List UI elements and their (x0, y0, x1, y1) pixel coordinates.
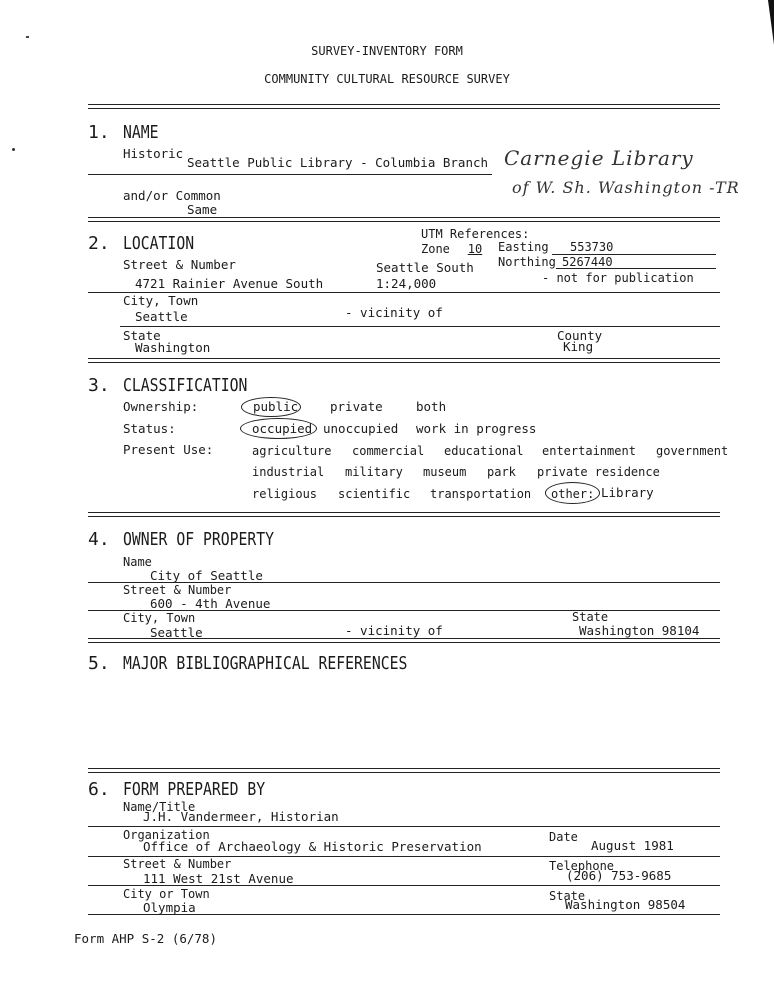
preparer-street-label: Street & Number (123, 857, 232, 871)
section-number: 4. (88, 529, 110, 550)
organization-label: Organization (123, 828, 210, 842)
use-option: industrial (252, 465, 325, 479)
use-option: religious (252, 487, 318, 501)
rule (556, 268, 716, 269)
form-subtitle: COMMUNITY CULTURAL RESOURCE SURVEY (264, 72, 510, 86)
use-option: other: (551, 487, 595, 501)
ownership-option: both (416, 399, 447, 414)
preparer-name-label: Name/Title (123, 800, 196, 814)
telephone-label: Telephone (549, 859, 615, 873)
vicinity-text: - vicinity of (345, 623, 443, 638)
zone-value: 10 (467, 242, 483, 256)
use-option: park (487, 465, 516, 479)
vicinity-text: - vicinity of (345, 305, 443, 320)
northing-label: Northing (498, 255, 556, 269)
section-heading-owner: OWNER OF PROPERTY (123, 529, 275, 550)
quad-scale: 1:24,000 (376, 276, 437, 291)
owner-state-value: Washington 98104 (579, 623, 700, 638)
rule (88, 914, 720, 915)
section-number: 3. (88, 375, 110, 396)
county-label: County (557, 328, 603, 343)
owner-street-value: 600 - 4th Avenue (150, 596, 271, 611)
ownership-option: public (253, 399, 299, 414)
section-number: 6. (88, 779, 110, 800)
historic-value: Seattle Public Library - Columbia Branch (187, 155, 489, 170)
ownership-option: private (330, 399, 383, 414)
section-heading-prepared: FORM PREPARED BY (123, 779, 266, 800)
city-value: Seattle (135, 309, 188, 324)
state-value: Washington (135, 340, 211, 355)
use-option: museum (423, 465, 467, 479)
form-id: Form AHP S-2 (6/78) (74, 931, 217, 946)
city-label: City, Town (123, 293, 199, 308)
use-option: military (345, 465, 403, 479)
northing-value: 5267440 (562, 255, 613, 269)
other-use-value: Library (601, 485, 654, 500)
common-value: Same (187, 202, 218, 217)
section-heading-classification: CLASSIFICATION (123, 375, 248, 396)
use-option: private residence (537, 465, 660, 479)
easting-label: Easting (498, 240, 549, 254)
divider (88, 638, 720, 643)
status-option: occupied (252, 421, 313, 436)
scan-speck (26, 36, 29, 38)
status-option: unoccupied (323, 421, 399, 436)
section-number: 5. (88, 653, 110, 674)
divider (88, 512, 720, 517)
preparer-city-value: Olympia (143, 900, 196, 915)
quad-name: Seattle South (376, 260, 474, 275)
use-option: entertainment (542, 444, 636, 458)
handwritten-annotation: of W. Sh. Washington -TR (512, 178, 740, 197)
rule (120, 326, 720, 327)
not-for-publication: - not for publication (542, 271, 694, 285)
telephone-value: (206) 753-9685 (566, 868, 672, 883)
rule (88, 826, 720, 827)
common-label: and/or Common (123, 188, 221, 203)
preparer-state-value: Washington 98504 (565, 897, 686, 912)
form-title: SURVEY-INVENTORY FORM (311, 44, 463, 58)
county-value: King (563, 339, 594, 354)
preparer-street-value: 111 West 21st Avenue (143, 871, 294, 886)
street-value: 4721 Rainier Avenue South (135, 276, 324, 291)
section-heading-location: LOCATION (123, 233, 195, 254)
use-option: scientific (338, 487, 411, 501)
use-option: educational (444, 444, 524, 458)
historic-label: Historic (123, 146, 184, 161)
divider (88, 768, 720, 773)
divider (88, 217, 720, 222)
status-option: work in progress (416, 421, 537, 436)
zone-label: Zone (421, 242, 450, 256)
owner-name-value: City of Seattle (150, 568, 263, 583)
divider (88, 104, 720, 109)
street-label: Street & Number (123, 257, 236, 272)
use-option: government (656, 444, 729, 458)
owner-name-label: Name (123, 555, 152, 569)
date-value: August 1981 (591, 838, 674, 853)
rule (88, 885, 720, 886)
section-heading-references: MAJOR BIBLIOGRAPHICAL REFERENCES (123, 653, 408, 674)
state-label: State (123, 328, 161, 343)
date-label: Date (549, 830, 578, 844)
use-option: commercial (352, 444, 425, 458)
preparer-state-label: State (549, 889, 586, 903)
rule (88, 174, 492, 175)
present-use-label: Present Use: (123, 442, 214, 457)
preparer-name-value: J.H. Vandermeer, Historian (143, 809, 339, 824)
section-number: 2. (88, 233, 110, 254)
owner-state-label: State (572, 610, 609, 624)
section-heading-name: NAME (123, 122, 159, 143)
divider (88, 358, 720, 363)
scan-speck (12, 148, 15, 151)
owner-city-label: City, Town (123, 611, 196, 625)
easting-value: 553730 (570, 240, 614, 254)
ownership-label: Ownership: (123, 399, 199, 414)
section-number: 1. (88, 122, 110, 143)
status-label: Status: (123, 421, 176, 436)
utm-label: UTM References: (421, 227, 530, 241)
owner-street-label: Street & Number (123, 583, 232, 597)
handwritten-annotation: Carnegie Library (504, 146, 694, 170)
scan-mark (748, 0, 774, 60)
owner-city-value: Seattle (150, 625, 203, 640)
organization-value: Office of Archaeology & Historic Preservation (143, 839, 482, 854)
use-option: transportation (430, 487, 532, 501)
preparer-city-label: City or Town (123, 887, 210, 901)
use-option: agriculture (252, 444, 332, 458)
